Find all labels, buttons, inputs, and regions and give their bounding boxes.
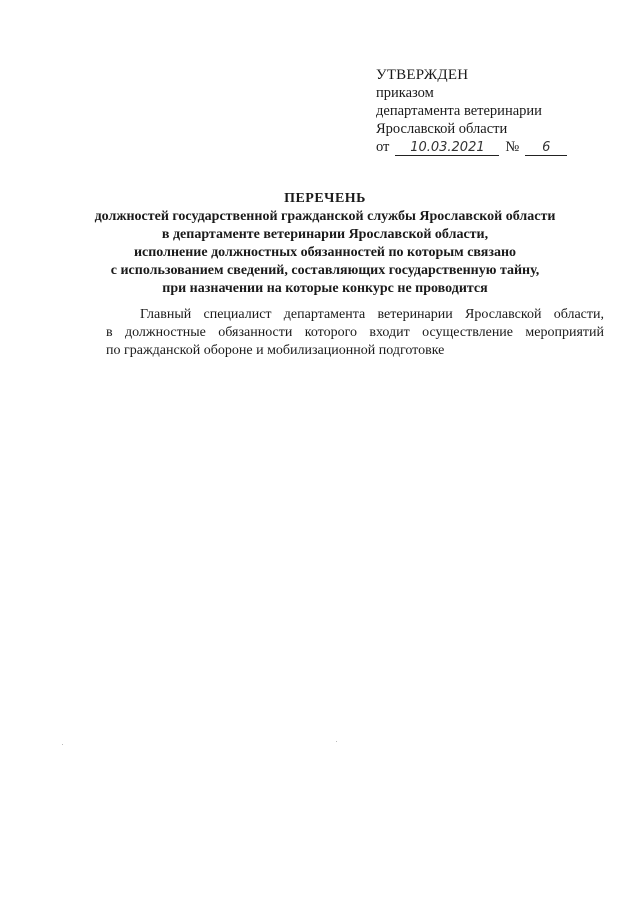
title-line-2: в департаменте ветеринарии Ярославской области, <box>161 227 489 242</box>
handwritten-number: 6 <box>525 141 567 156</box>
paragraph-line-1: Главный специалист департамента ветеринарии Ярославской области, <box>140 307 604 322</box>
paragraph-line-3: по гражданской обороне и мобилизационной подготовке <box>106 343 445 358</box>
approval-line-department: департамента ветеринарии <box>376 103 542 119</box>
document-title-block <box>80 190 570 298</box>
handwritten-date: 10.03.2021 <box>395 141 499 156</box>
approval-line-order: приказом <box>376 85 434 101</box>
paragraph-line-2: в должностные обязанности которого входит осуществление мероприятий <box>106 325 604 340</box>
approval-date-number-line <box>376 138 606 156</box>
title-line-5: при назначении на которые конкурс не проводится <box>162 281 488 296</box>
date-prefix: от <box>376 139 390 155</box>
document-title: ПЕРЕЧЕНЬ <box>284 191 366 206</box>
approval-stamp-block <box>376 66 606 156</box>
title-line-3: исполнение должностных обязанностей по которым связано <box>133 245 517 260</box>
scan-speck <box>62 744 63 745</box>
approval-heading: УТВЕРЖДЕН <box>376 67 469 83</box>
title-line-1: должностей государственной гражданской службы Ярославской области <box>94 209 556 224</box>
title-line-4: с использованием сведений, составляющих государственную тайну, <box>110 263 540 278</box>
scan-speck <box>336 741 337 742</box>
number-prefix: № <box>505 139 520 155</box>
position-paragraph <box>106 306 604 360</box>
approval-line-region: Ярославской области <box>376 121 508 137</box>
